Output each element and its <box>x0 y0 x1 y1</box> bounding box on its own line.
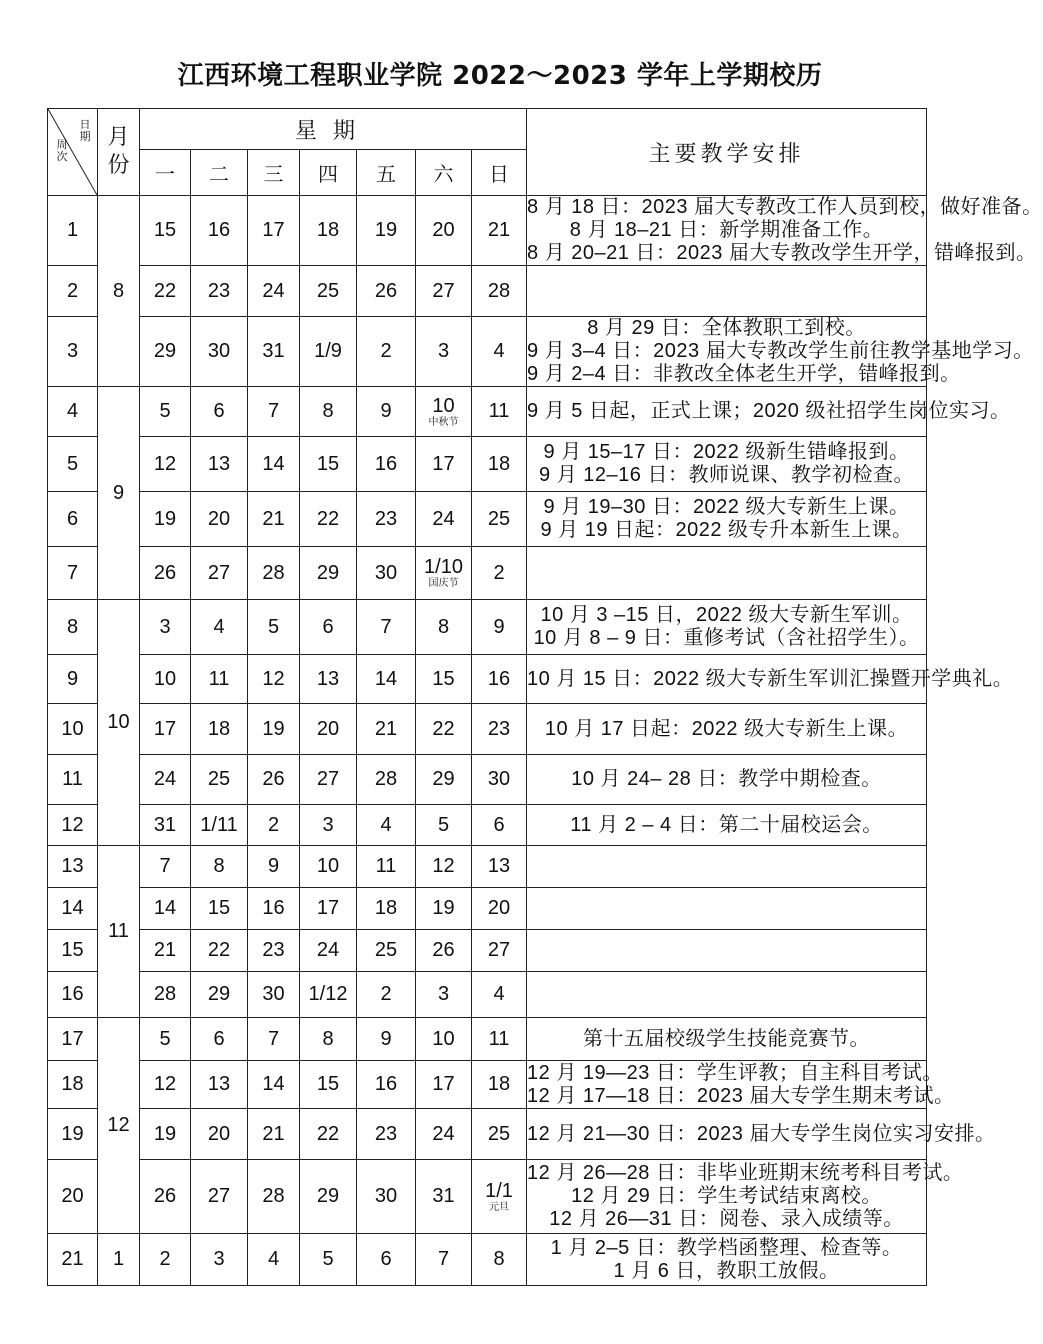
date-cell: 10 <box>300 846 357 888</box>
date-cell: 7 <box>248 387 300 437</box>
date-cell: 31 <box>140 805 191 846</box>
date-cell: 17 <box>416 1061 472 1109</box>
date-cell: 5 <box>140 387 191 437</box>
month-header-text: 月 份 <box>107 125 130 178</box>
date-cell: 13 <box>472 846 527 888</box>
week-row <box>48 317 927 387</box>
date-cell: 20 <box>191 1109 248 1160</box>
date-cell: 8 <box>472 1234 527 1286</box>
week-number: 7 <box>48 547 98 600</box>
date-cell: 28 <box>357 755 416 805</box>
month-cell: 11 <box>98 846 140 1018</box>
date-cell: 3 <box>416 317 472 387</box>
plan-line: 12 月 26—28 日：非毕业班期末统考科目考试。 <box>527 1162 964 1184</box>
month-cell: 9 <box>98 387 140 600</box>
date-cell: 25 <box>191 755 248 805</box>
week-row <box>48 1018 927 1061</box>
date-cell: 17 <box>248 196 300 266</box>
date-cell: 9 <box>472 600 527 655</box>
week-number: 15 <box>48 930 98 972</box>
month-cell: 10 <box>98 600 140 846</box>
date-number: 1/1 <box>485 1179 513 1202</box>
date-cell: 24 <box>416 492 472 547</box>
week-number: 2 <box>48 266 98 317</box>
date-cell: 13 <box>191 1061 248 1109</box>
date-cell: 7 <box>248 1018 300 1061</box>
week-number-label: 周次 <box>56 138 68 163</box>
date-cell: 18 <box>357 888 416 930</box>
date-cell: 3 <box>416 972 472 1018</box>
weekday-header-label: 日 <box>489 162 509 186</box>
date-cell: 12 <box>140 437 191 492</box>
date-cell: 9 <box>357 387 416 437</box>
date-cell: 7 <box>357 600 416 655</box>
date-cell: 30 <box>248 972 300 1018</box>
date-cell: 6 <box>357 1234 416 1286</box>
date-label: 日期 <box>79 118 91 143</box>
date-cell: 24 <box>140 755 191 805</box>
date-cell: 29 <box>140 317 191 387</box>
plan-line: 8 月 29 日：全体教职工到校。 <box>587 317 866 339</box>
date-cell: 21 <box>472 196 527 266</box>
date-cell: 27 <box>472 930 527 972</box>
date-cell: 6 <box>191 1018 248 1061</box>
date-cell: 22 <box>416 704 472 755</box>
teaching-plan-cell <box>527 437 927 492</box>
week-row <box>48 1061 927 1109</box>
date-cell: 12 <box>416 846 472 888</box>
date-cell <box>416 547 472 600</box>
weekday-header-5 <box>357 150 416 196</box>
teaching-plan-cell <box>527 387 1011 437</box>
page-title: 江西环境工程职业学院 2022～2023 学年上学期校历 <box>177 61 823 91</box>
plan-line: 11 月 2 – 4 日：第二十届校运会。 <box>570 813 883 836</box>
date-cell: 24 <box>300 930 357 972</box>
date-cell: 20 <box>191 492 248 547</box>
teaching-plan-cell <box>527 805 927 846</box>
date-cell: 22 <box>191 930 248 972</box>
date-cell: 30 <box>357 547 416 600</box>
teaching-plan-cell <box>527 1234 927 1286</box>
date-cell: 22 <box>300 1109 357 1160</box>
date-cell: 26 <box>140 1160 191 1234</box>
date-cell: 13 <box>300 655 357 704</box>
diagonal-header-cell <box>48 109 98 196</box>
weekday-header-7 <box>472 150 527 196</box>
week-row <box>48 1109 927 1160</box>
teaching-plan-cell <box>527 547 927 600</box>
week-number: 12 <box>48 805 98 846</box>
teaching-plan-cell <box>527 930 927 972</box>
week-row <box>48 1234 927 1286</box>
teaching-plan-cell <box>527 196 1043 266</box>
date-cell: 27 <box>300 755 357 805</box>
date-cell: 14 <box>248 437 300 492</box>
date-cell: 9 <box>248 846 300 888</box>
date-cell: 28 <box>472 266 527 317</box>
date-cell: 16 <box>357 437 416 492</box>
school-calendar-table <box>47 108 1043 1286</box>
date-cell: 6 <box>191 387 248 437</box>
plan-line: 12 月 26—31 日：阅卷、录入成绩等。 <box>549 1208 904 1230</box>
plan-line: 9 月 19 日起：2022 级专升本新生上课。 <box>540 519 913 541</box>
teaching-plan-cell <box>527 600 927 655</box>
week-number: 3 <box>48 317 98 387</box>
date-number: 1/10 <box>424 556 463 578</box>
plan-line: 10 月 3 –15 日，2022 级大专新生军训。 <box>540 604 913 626</box>
date-cell: 29 <box>300 547 357 600</box>
week-number: 17 <box>48 1018 98 1061</box>
plan-line: 10 月 15 日：2022 级大专新生军训汇操暨开学典礼。 <box>527 667 1014 690</box>
week-number: 16 <box>48 972 98 1018</box>
plan-line: 12 月 17—18 日：2023 届大专学生期末考试。 <box>527 1084 955 1107</box>
week-row <box>48 387 927 437</box>
week-number: 6 <box>48 492 98 547</box>
header-row-1 <box>48 109 927 150</box>
date-cell: 28 <box>248 547 300 600</box>
date-cell: 2 <box>357 972 416 1018</box>
date-cell: 4 <box>472 317 527 387</box>
date-cell: 18 <box>472 437 527 492</box>
date-cell: 27 <box>191 547 248 600</box>
date-cell: 11 <box>472 1018 527 1061</box>
date-cell: 23 <box>191 266 248 317</box>
date-cell: 21 <box>248 492 300 547</box>
date-cell: 23 <box>248 930 300 972</box>
date-cell: 24 <box>248 266 300 317</box>
weekday-header-3 <box>248 150 300 196</box>
week-number: 8 <box>48 600 98 655</box>
plan-line: 9 月 12–16 日：教师说课、教学初检查。 <box>539 464 914 486</box>
date-cell: 26 <box>357 266 416 317</box>
weekday-header-label: 六 <box>433 162 454 186</box>
date-cell: 12 <box>248 655 300 704</box>
date-cell: 18 <box>300 196 357 266</box>
week-number: 19 <box>48 1109 98 1160</box>
weekday-header-label: 二 <box>209 162 229 186</box>
date-cell: 2 <box>472 547 527 600</box>
week-row <box>48 805 927 846</box>
date-cell: 30 <box>472 755 527 805</box>
date-cell: 2 <box>248 805 300 846</box>
plan-line: 12 月 19—23 日：学生评教；自主科目考试。 <box>527 1061 943 1084</box>
week-number: 4 <box>48 387 98 437</box>
week-number: 18 <box>48 1061 98 1109</box>
date-cell: 9 <box>357 1018 416 1061</box>
week-number: 9 <box>48 655 98 704</box>
date-cell: 27 <box>191 1160 248 1234</box>
weekday-header-1 <box>140 150 191 196</box>
holiday-label: 元旦 <box>489 1201 509 1213</box>
date-cell: 19 <box>357 196 416 266</box>
date-cell: 17 <box>140 704 191 755</box>
date-cell: 31 <box>416 1160 472 1234</box>
week-row <box>48 930 927 972</box>
date-cell: 22 <box>300 492 357 547</box>
week-row <box>48 547 927 600</box>
teaching-plan-cell <box>527 655 1014 704</box>
date-cell: 14 <box>248 1061 300 1109</box>
teaching-plan-cell <box>527 1160 964 1234</box>
date-cell: 27 <box>416 266 472 317</box>
plan-line: 9 月 2–4 日：非教改全体老生开学，错峰报到。 <box>527 363 961 385</box>
week-row <box>48 972 927 1018</box>
week-row <box>48 600 927 655</box>
plan-line: 10 月 17 日起：2022 级大专新生上课。 <box>544 717 909 740</box>
week-row <box>48 196 927 266</box>
plan-line: 1 月 2–5 日：教学档函整理、检查等。 <box>550 1236 903 1259</box>
week-row <box>48 437 927 492</box>
date-cell: 3 <box>140 600 191 655</box>
teaching-plan-cell <box>527 972 927 1018</box>
date-cell: 1/11 <box>191 805 248 846</box>
teaching-plan-cell <box>527 1061 955 1109</box>
date-cell: 23 <box>472 704 527 755</box>
date-cell: 12 <box>140 1061 191 1109</box>
date-cell: 30 <box>191 317 248 387</box>
date-cell: 5 <box>140 1018 191 1061</box>
date-cell: 14 <box>140 888 191 930</box>
date-cell: 16 <box>472 655 527 704</box>
date-cell: 14 <box>357 655 416 704</box>
holiday-label: 国庆节 <box>428 578 459 589</box>
date-cell: 5 <box>248 600 300 655</box>
weekday-group-header <box>140 109 527 150</box>
date-cell: 17 <box>300 888 357 930</box>
plan-line: 8 月 20–21 日：2023 届大专教改学生开学，错峰报到。 <box>527 242 1037 264</box>
date-cell: 28 <box>140 972 191 1018</box>
date-cell: 19 <box>140 492 191 547</box>
date-cell: 15 <box>140 196 191 266</box>
month-cell: 8 <box>98 196 140 387</box>
plan-line: 9 月 5 日起，正式上课；2020 级社招学生岗位实习。 <box>527 400 1011 422</box>
date-cell: 15 <box>300 437 357 492</box>
week-number: 13 <box>48 846 98 888</box>
week-number: 10 <box>48 704 98 755</box>
weekday-header-label: 五 <box>376 162 396 186</box>
week-row <box>48 888 927 930</box>
date-cell <box>416 387 472 437</box>
plan-line: 10 月 8 – 9 日：重修考试（含社招学生）。 <box>533 627 920 649</box>
teaching-plan-cell <box>527 1018 927 1061</box>
month-header <box>98 109 140 196</box>
date-cell: 24 <box>416 1109 472 1160</box>
date-cell: 23 <box>357 492 416 547</box>
date-cell: 11 <box>472 387 527 437</box>
date-cell: 20 <box>416 196 472 266</box>
teaching-plan-cell <box>527 846 927 888</box>
date-cell: 29 <box>191 972 248 1018</box>
date-cell: 2 <box>140 1234 191 1286</box>
date-cell: 18 <box>472 1061 527 1109</box>
date-cell: 15 <box>191 888 248 930</box>
plan-line: 9 月 15–17 日：2022 级新生错峰报到。 <box>543 441 910 463</box>
week-number: 11 <box>48 755 98 805</box>
plan-line: 10 月 24– 28 日：教学中期检查。 <box>571 768 882 790</box>
date-cell: 4 <box>248 1234 300 1286</box>
weekday-header-label: 三 <box>263 162 284 186</box>
date-cell: 20 <box>472 888 527 930</box>
weekday-group-text: 星期 <box>295 118 372 144</box>
date-cell: 1/9 <box>300 317 357 387</box>
plan-header <box>527 109 927 196</box>
date-cell: 22 <box>140 266 191 317</box>
date-cell: 18 <box>191 704 248 755</box>
date-cell: 8 <box>416 600 472 655</box>
date-cell: 4 <box>191 600 248 655</box>
date-cell: 2 <box>357 317 416 387</box>
date-cell: 21 <box>357 704 416 755</box>
date-cell: 5 <box>300 1234 357 1286</box>
week-row <box>48 492 927 547</box>
date-cell: 8 <box>300 1018 357 1061</box>
date-number: 10 <box>432 394 455 417</box>
month-cell: 1 <box>98 1234 140 1286</box>
date-cell: 25 <box>472 492 527 547</box>
date-cell: 25 <box>300 266 357 317</box>
date-cell: 10 <box>140 655 191 704</box>
date-cell: 4 <box>472 972 527 1018</box>
date-cell: 16 <box>357 1061 416 1109</box>
date-cell: 26 <box>416 930 472 972</box>
teaching-plan-cell <box>527 492 927 547</box>
plan-line: 8 月 18 日：2023 届大专教改工作人员到校，做好准备。 <box>527 196 1043 218</box>
date-cell: 19 <box>248 704 300 755</box>
date-cell: 26 <box>248 755 300 805</box>
date-cell: 20 <box>300 704 357 755</box>
plan-line: 9 月 3–4 日：2023 届大专教改学生前往教学基地学习。 <box>527 340 1034 362</box>
plan-header-text: 主要教学安排 <box>648 141 805 167</box>
date-cell: 25 <box>472 1109 527 1160</box>
date-cell: 10 <box>416 1018 472 1061</box>
plan-line: 8 月 18–21 日：新学期准备工作。 <box>569 219 884 241</box>
month-cell: 12 <box>98 1018 140 1234</box>
plan-line: 9 月 19–30 日：2022 级大专新生上课。 <box>543 496 910 518</box>
date-cell: 30 <box>357 1160 416 1234</box>
weekday-header-2 <box>191 150 248 196</box>
date-cell: 3 <box>191 1234 248 1286</box>
date-cell: 7 <box>416 1234 472 1286</box>
date-cell: 11 <box>357 846 416 888</box>
date-cell: 6 <box>472 805 527 846</box>
week-number: 14 <box>48 888 98 930</box>
date-cell: 28 <box>248 1160 300 1234</box>
date-cell: 19 <box>140 1109 191 1160</box>
date-cell: 29 <box>300 1160 357 1234</box>
holiday-label: 中秋节 <box>428 416 459 428</box>
weekday-header-label: 四 <box>318 162 338 186</box>
date-cell: 19 <box>416 888 472 930</box>
week-number: 21 <box>48 1234 98 1286</box>
date-cell: 6 <box>300 600 357 655</box>
week-row <box>48 655 927 704</box>
week-row <box>48 266 927 317</box>
date-cell: 15 <box>300 1061 357 1109</box>
week-row <box>48 846 927 888</box>
date-cell: 3 <box>300 805 357 846</box>
weekday-header-6 <box>416 150 472 196</box>
plan-line: 1 月 6 日，教职工放假。 <box>613 1259 840 1282</box>
teaching-plan-cell <box>527 1109 996 1160</box>
plan-line: 12 月 29 日：学生考试结束离校。 <box>571 1185 882 1207</box>
teaching-plan-cell <box>527 266 927 317</box>
weekday-header-4 <box>300 150 357 196</box>
date-cell: 29 <box>416 755 472 805</box>
weekday-header-label: 一 <box>155 162 175 186</box>
date-cell: 8 <box>191 846 248 888</box>
plan-line: 12 月 21—30 日：2023 届大专学生岗位实习安排。 <box>527 1122 996 1145</box>
date-cell: 21 <box>140 930 191 972</box>
date-cell: 13 <box>191 437 248 492</box>
week-row <box>48 1160 927 1234</box>
week-number: 5 <box>48 437 98 492</box>
date-cell: 4 <box>357 805 416 846</box>
date-cell: 11 <box>191 655 248 704</box>
date-cell: 23 <box>357 1109 416 1160</box>
date-cell: 17 <box>416 437 472 492</box>
week-number: 1 <box>48 196 98 266</box>
date-cell <box>472 1160 527 1234</box>
date-cell: 15 <box>416 655 472 704</box>
date-cell: 16 <box>191 196 248 266</box>
teaching-plan-cell <box>527 317 1034 387</box>
date-cell: 7 <box>140 846 191 888</box>
date-cell: 25 <box>357 930 416 972</box>
teaching-plan-cell <box>527 755 927 805</box>
week-row <box>48 704 927 755</box>
date-cell: 31 <box>248 317 300 387</box>
date-cell: 16 <box>248 888 300 930</box>
week-number: 20 <box>48 1160 98 1234</box>
plan-line: 第十五届校级学生技能竞赛节。 <box>583 1027 871 1050</box>
date-cell: 8 <box>300 387 357 437</box>
date-cell: 5 <box>416 805 472 846</box>
date-cell: 1/12 <box>300 972 357 1018</box>
date-cell: 26 <box>140 547 191 600</box>
teaching-plan-cell <box>527 704 927 755</box>
week-row <box>48 755 927 805</box>
date-cell: 21 <box>248 1109 300 1160</box>
teaching-plan-cell <box>527 888 927 930</box>
